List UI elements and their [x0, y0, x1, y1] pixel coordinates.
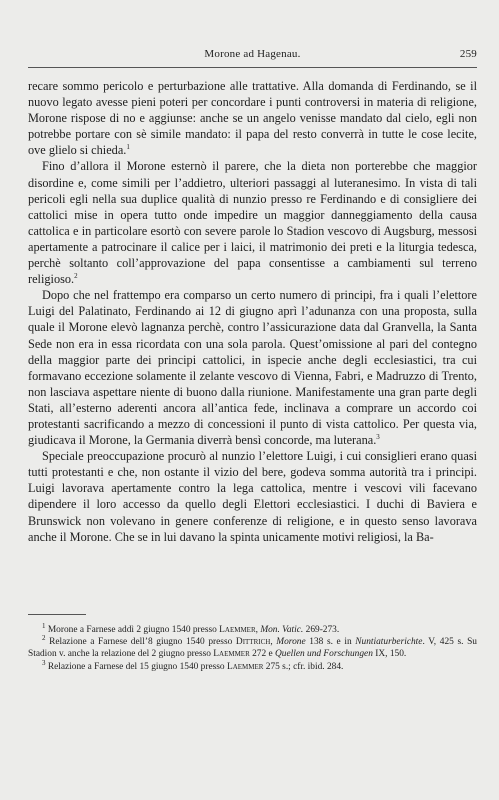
footnote: $^3$ Relazione a Farnese del 15 giugno 1540 presso Laemmer 275 s.; cfr. ibid. 284. [42, 658, 344, 672]
paragraph: Dopo che nel frattempo era comparso un certo numero di principi, fra i quali l’elettore Luigi del Palatinato, Ferdinando ai 12 di giugno aprì l’adunanza con una proposta, sulla quale il Morone elevò lagnanza perchè, contro l’assicurazione data dal Granvella, la Santa Sede non era in essa ricordata con una sola parola. Quest’omissione al pari del contegno della maggior parte dei principi cattolici, in ispecie anche degli ecclesiastici, tra cui formavano eccezione solamente il zelante vescovo di Vienna, Fabri, e Madruzzo di Trento, non lasciava aspettare niente di buono dalla riunione. Manifestamente una gran parte degli Stati, all’esterno aderenti ancora all’antica fede, inclinava a comprare un accordo coi protestanti sacrificando a mezzo di concessioni il punto di vista cattolico. Per questa via, giudicava il Morone, la Germania diverrà bensì concorde, ma luterana.$^3$ [28, 288, 477, 448]
paragraph: recare sommo pericolo e perturbazione alle trattative. Alla domanda di Ferdinando, se il nuovo legato avesse pieni poteri per concordare i punti controversi in materia di religione, Morone rispose di no e aggiunse: anche se un angelo venisse mandato dal cielo, egli non potrebbe portare con sè simile mandato: il papa del resto converrà in tutte le cose lecite, ove glielo si chieda.$^1$ [28, 79, 477, 158]
footnote-mark: 1 [126, 143, 130, 152]
footnote: $^1$ Morone a Farnese addì 2 giugno 1540 presso Laemmer, Mon. Vatic. 269-273. [42, 621, 340, 635]
paragraph: Speciale preoccupazione procurò al nunzio l’elettore Luigi, i cui consiglieri erano quasi tutti protestanti e che, non ostante il vizio del bere, godeva somma autorità tra i principi. Luigi lavorava apertamente contro la lega cattolica, mentre i vescovi vili facevano dipendere il loro accesso da quello degli Elettori ecclesiastici. I duchi di Baviera e Brunswick non volevano in genere conferenze di religione, e in questo senso lavorava anche il Morone. Che se in lui davano la spinta unicamente motivi religiosi, la Ba- [28, 449, 477, 544]
running-header [28, 48, 477, 64]
footnotes [28, 621, 477, 673]
footnote-mark: 3 [376, 432, 380, 441]
footnote: $^2$ Relazione a Farnese dell’8 giugno 1540 presso Dittrich, Morone 138 s. e in Nuntiaturberichte. V, 425 s. Su Stadion v. anche la relazione del 2 giugno presso Laemmer 272 e Quellen und Forschungen IX, 150. [28, 634, 477, 660]
header-rule [28, 67, 477, 68]
footnote-mark: 2 [74, 272, 78, 281]
main-text [28, 78, 477, 545]
footnote-rule [28, 614, 86, 615]
running-title: Morone ad Hagenau. [204, 48, 301, 60]
paragraph: Fino d’allora il Morone esternò il parere, che la dieta non porterebbe che maggior disordine e, come simili per l’addietro, ulteriori passaggi al luteranesimo. In vista di tali pericoli egli nella sua duplice qualità di nunzio presso re Ferdinando e di consigliere dei cattolici mise in opera tutto onde impedire un maggior danneggiamento della causa cattolica e in particolare esortò con severe parole lo Stadion vescovo di Augsburg, messosi apertamente a patrocinare il calice per i laici, il matrimonio dei preti e la liturgia tedesca, perchè soltanto coll’approvazione del papa consentisse a cambiamenti sul terreno religioso.$^2$ [28, 159, 477, 287]
page-number: 259 [459, 48, 477, 60]
